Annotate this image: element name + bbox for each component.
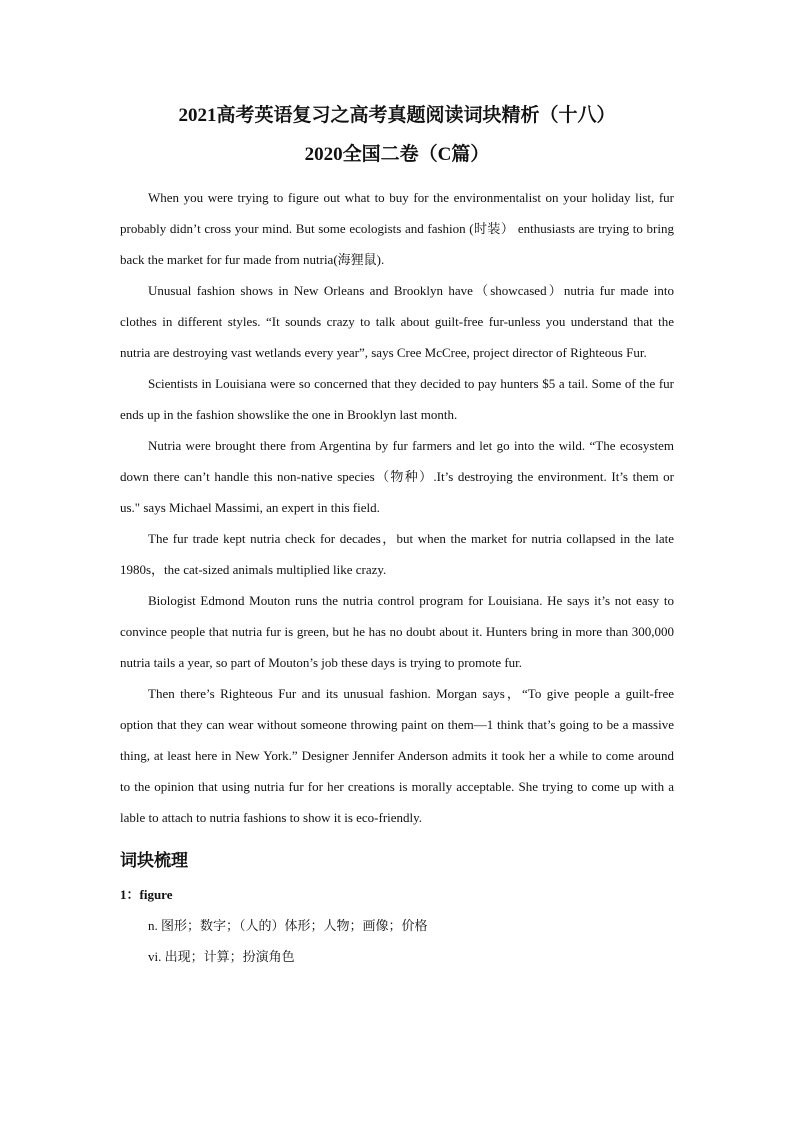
- document-title: 2021高考英语复习之高考真题阅读词块精析（十八）: [178, 105, 616, 126]
- vocab-definition-verb: vi. 出现；计算；扮演角色: [148, 949, 295, 964]
- article-paragraph-5: The fur trade kept nutria check for decades，but when the market for nutria collapsed in the late 1980s，the cat-sized animals multiplied like crazy.: [120, 531, 674, 577]
- vocab-section-heading: 词块梳理: [120, 851, 188, 870]
- vocab-section: [120, 845, 674, 972]
- article-paragraph-6: Biologist Edmond Mouton runs the nutria control program for Louisiana. He says it’s not easy to convince people that nutria fur is green, but he has no doubt about it. Hunters bring in more than 300,000 nutria tails a year, so part of Mouton’s job these days is trying to promote fur.: [120, 593, 674, 670]
- document-subtitle: 2020全国二卷（C篇）: [304, 144, 490, 165]
- vocab-definition-noun: n. 图形；数字；（人的）体形；人物；画像；价格: [148, 918, 428, 933]
- vocab-term: 1：figure: [120, 887, 173, 902]
- article-paragraph-7: Then there’s Righteous Fur and its unusual fashion. Morgan says，“To give people a guilt-free option that they can wear without someone throwing paint on them—1 think that’s going to be a massive thing, at least here in New York.” Designer Jennifer Anderson admits it took her a while to come around to the opinion that using nutria fur for her creations is morally acceptable. She trying to come up with a lable to attach to nutria fashions to show it is eco-friendly.: [120, 686, 674, 825]
- article-paragraph-2: Unusual fashion shows in New Orleans and Brooklyn have（showcased）nutria fur made into clothes in different styles. “It sounds crazy to talk about guilt-free fur-unless you understand that the nutria are destroying vast wetlands every year”, says Cree McCree, project director of Righteous Fur.: [120, 283, 674, 360]
- article-body: [120, 182, 674, 833]
- article-paragraph-3: Scientists in Louisiana were so concerned that they decided to pay hunters $5 a tail. Some of the fur ends up in the fashion showslike the one in Brooklyn last month.: [120, 376, 674, 422]
- article-paragraph-4: Nutria were brought there from Argentina by fur farmers and let go into the wild. “The ecosystem down there can’t handle this non-native species（物种）.It’s destroying the environment. It’s them or us." says Michael Massimi, an expert in this field.: [120, 438, 674, 515]
- vocab-item: [120, 879, 674, 972]
- article-paragraph-1: When you were trying to figure out what to buy for the environmentalist on your holiday list, fur probably didn’t cross your mind. But some ecologists and fashion (时装） enthusiasts are trying to bring back the market for fur made from nutria(海狸鼠).: [120, 190, 674, 267]
